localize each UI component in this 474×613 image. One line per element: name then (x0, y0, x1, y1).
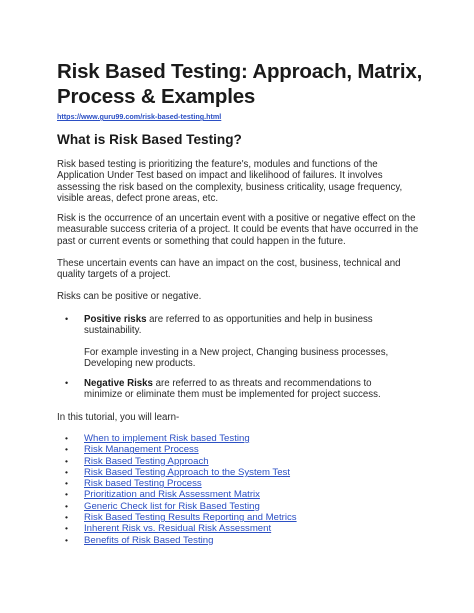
toc-link-inherent-vs-residual[interactable]: Inherent Risk vs. Residual Risk Assessment (84, 523, 272, 535)
section-heading: What is Risk Based Testing? (57, 132, 242, 147)
toc-link-when-to-implement[interactable]: When to implement Risk based Testing (84, 433, 250, 444)
bullet-icon: • (65, 433, 68, 443)
source-link[interactable]: https://www.guru99.com/risk-based-testing.html (57, 112, 222, 121)
negative-risks-text (84, 378, 409, 401)
positive-risks-example: For example investing in a New project, Changing business processes, Developing new products. (84, 347, 389, 370)
toc-item (57, 456, 417, 467)
bullet-icon: • (65, 489, 68, 500)
toc-link-results-reporting[interactable]: Risk Based Testing Results Reporting and Metrics (84, 512, 297, 524)
toc-item (57, 444, 417, 455)
toc-link-generic-checklist[interactable]: Generic Check list for Risk Based Testing (84, 500, 260, 512)
toc-item (57, 523, 417, 534)
toc-link-approach[interactable]: Risk Based Testing Approach (84, 455, 209, 467)
toc-intro: In this tutorial, you will learn- (57, 412, 180, 423)
page-title: Risk Based Testing: Approach, Matrix, Process & Examples (57, 60, 423, 108)
negative-risks-term: Negative Risks (84, 378, 153, 389)
bullet-icon: • (65, 455, 68, 466)
table-of-contents (57, 433, 417, 546)
toc-item (57, 478, 417, 489)
bullet-icon: • (65, 500, 68, 511)
risk-types-paragraph: Risks can be positive or negative. (57, 291, 202, 302)
toc-link-risk-management-process[interactable]: Risk Management Process (84, 444, 199, 456)
toc-item (57, 467, 417, 478)
toc-link-process[interactable]: Risk based Testing Process (84, 478, 202, 490)
intro-paragraph: Risk based testing is prioritizing the feature's, modules and functions of the Application Under Test based on impact and likelihood of failures. It involves assessing the risk based on the complexity, business criticality, usage frequency, visible areas, defect prone areas, etc. (57, 159, 403, 205)
bullet-icon: • (65, 523, 68, 534)
toc-item (57, 535, 417, 546)
bullet-icon: • (65, 378, 69, 388)
bullet-icon: • (65, 478, 68, 489)
toc-item (57, 489, 417, 500)
positive-risks-term: Positive risks (84, 314, 147, 325)
positive-risks-text (84, 314, 409, 337)
toc-link-approach-system-test[interactable]: Risk Based Testing Approach to the System Test (84, 466, 291, 478)
toc-link-prioritization-matrix[interactable]: Prioritization and Risk Assessment Matrix (84, 489, 260, 501)
bullet-icon: • (65, 534, 68, 545)
risk-definition-paragraph: Risk is the occurrence of an uncertain event with a positive or negative effect on the measurable success criteria of a project. It could be events that have occurred in the past or current events or something that could happen in the future. (57, 213, 419, 247)
positive-risks-description: are referred to as opportunities and help in business sustainability. (84, 314, 373, 337)
uncertain-events-paragraph: These uncertain events can have an impact on the cost, business, technical and quality targets of a project. (57, 258, 401, 281)
toc-item (57, 501, 417, 512)
bullet-icon: • (65, 466, 68, 477)
toc-item (57, 433, 417, 444)
toc-link-benefits[interactable]: Benefits of Risk Based Testing (84, 534, 214, 546)
toc-item (57, 512, 417, 523)
bullet-icon: • (65, 314, 69, 324)
bullet-icon: • (65, 444, 68, 455)
bullet-icon: • (65, 512, 68, 523)
negative-risks-description: are referred to as threats and recommendations to minimize or eliminate them must be implemented for project success. (84, 378, 381, 401)
